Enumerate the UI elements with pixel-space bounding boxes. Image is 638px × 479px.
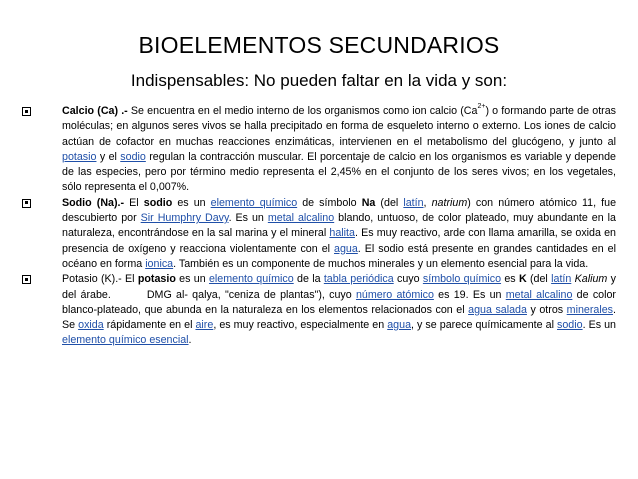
bullet-item-calcio: [16, 104, 616, 196]
sodio-text: (del: [375, 196, 404, 209]
potasio-text: , es muy reactivo, especialmente en: [213, 319, 388, 332]
sodio-text: . Es muy reactivo, arde con llama amarilla, se oxida en presencia de oxígeno y reacciona violentamente con el: [62, 227, 616, 255]
link-sodio[interactable]: sodio: [557, 319, 583, 332]
calcio-text: Se encuentra en el medio interno de los organismos como ion calcio (Ca: [127, 105, 478, 117]
link-agua-salada[interactable]: agua salada: [468, 303, 527, 316]
potasio-text: de color blanco-plateado, que abunda en la naturaleza en los elementos relacionados con el: [62, 288, 616, 316]
sodio-heading: Sodio (Na).-: [62, 196, 125, 209]
checkbox-bullet-icon: [22, 199, 31, 208]
link-potasio[interactable]: potasio: [62, 150, 97, 163]
link-sodio[interactable]: sodio: [120, 150, 146, 163]
sodio-text: . El sodio está presente en grandes cantidades en el océano en forma: [62, 242, 616, 270]
sodio-text: ,: [423, 196, 432, 209]
potasio-text: y del árabe.: [62, 273, 616, 301]
link-agua[interactable]: agua: [387, 319, 412, 332]
calcio-heading: Calcio (Ca) .-: [62, 105, 128, 117]
link-simbolo-quimico[interactable]: símbolo químico: [422, 273, 502, 286]
link-minerales[interactable]: minerales: [566, 303, 614, 316]
potasio-text: , y se parece químicamente al: [411, 319, 558, 332]
link-metal-alcalino[interactable]: metal alcalino: [267, 212, 335, 225]
potasio-text: DMG al- qalya, "ceniza de plantas"), cuyo: [146, 288, 356, 301]
link-aire[interactable]: aire: [195, 319, 214, 332]
link-latin[interactable]: latín: [551, 273, 572, 286]
sodio-text: de símbolo: [297, 196, 362, 209]
slide-subtitle: Indispensables: No pueden faltar en la vida y son:: [130, 71, 508, 90]
link-halita[interactable]: halita: [329, 227, 355, 240]
link-ionica[interactable]: ionica: [145, 257, 174, 270]
calcio-text: regulan la contracción muscular. El porcentaje de calcio en los organismos es variable y depende de las especies, pero por término medio representa el 2,45% en el conjunto de los seres vivos; en los vegetales, sólo representa el 0,007%.: [62, 150, 616, 194]
sodio-latin-name: natrium: [431, 196, 468, 209]
potasio-text: de la: [293, 273, 324, 286]
sodio-text: blando, untuoso, de color plateado, muy abundante en la naturaleza, encontrándose en la sal marina y el mineral: [62, 212, 616, 240]
potasio-text: . Es un: [582, 319, 616, 332]
potasio-text: y otros: [526, 303, 567, 316]
bullet-item-potasio: [16, 272, 616, 348]
potasio-text: es un: [175, 273, 209, 286]
sodio-bold: sodio: [143, 196, 173, 209]
link-elemento-quimico[interactable]: elemento químico: [208, 273, 294, 286]
checkbox-bullet-icon: [22, 275, 31, 284]
link-humphry-davy[interactable]: Sir Humphry Davy: [140, 212, 229, 225]
calcio-charge: 2+: [477, 103, 486, 111]
potasio-text: es 19. Es un: [433, 288, 506, 301]
potasio-text: cuyo: [393, 273, 423, 286]
link-numero-atomico[interactable]: número atómico: [355, 288, 434, 301]
potasio-text: rápidamente en el: [103, 319, 196, 332]
potasio-latin-name: Kalium: [574, 273, 608, 286]
potasio-text: es: [501, 273, 519, 286]
potasio-text: .: [188, 334, 192, 347]
link-metal-alcalino[interactable]: metal alcalino: [505, 288, 573, 301]
sodio-text: ) con número atómico 11, fue descubierto por: [62, 196, 617, 225]
link-elemento-quimico-esencial[interactable]: elemento químico esencial: [62, 334, 189, 347]
potasio-bold: potasio: [137, 273, 176, 286]
sodio-symbol: Na: [361, 196, 376, 209]
potasio-text: (del: [526, 273, 552, 286]
slide-title: BIOELEMENTOS SECUNDARIOS: [138, 32, 500, 58]
potasio-text: Potasio (K).- El: [62, 273, 138, 286]
potasio-text: . Se: [62, 303, 616, 332]
potasio-symbol: K: [518, 273, 527, 286]
link-elemento-quimico[interactable]: elemento químico: [210, 196, 298, 209]
sodio-text: es un: [172, 196, 211, 209]
sodio-text: . También es un componente de muchos minerales y un elemento esencial para la vida.: [173, 257, 589, 270]
link-latin[interactable]: latín: [403, 196, 424, 209]
bullet-list: [16, 104, 616, 349]
sodio-text: . Es un: [228, 212, 268, 225]
checkbox-bullet-icon: [22, 107, 31, 116]
link-oxida[interactable]: oxida: [78, 319, 104, 332]
calcio-text: ) o formando parte de otras moléculas; en algunos seres vivos se halla precipitado en forma de esqueleto interno o externo. Los iones de calcio actúan de cofactor en muchas reacciones enzimáticas, intervienen en el metabolismo del glucógeno, y junto al: [62, 105, 617, 148]
bullet-item-sodio: [16, 196, 616, 272]
link-tabla-periodica[interactable]: tabla periódica: [323, 273, 394, 286]
calcio-text: y el: [96, 150, 121, 163]
sodio-text: El: [124, 196, 144, 209]
link-agua[interactable]: agua: [334, 242, 358, 255]
